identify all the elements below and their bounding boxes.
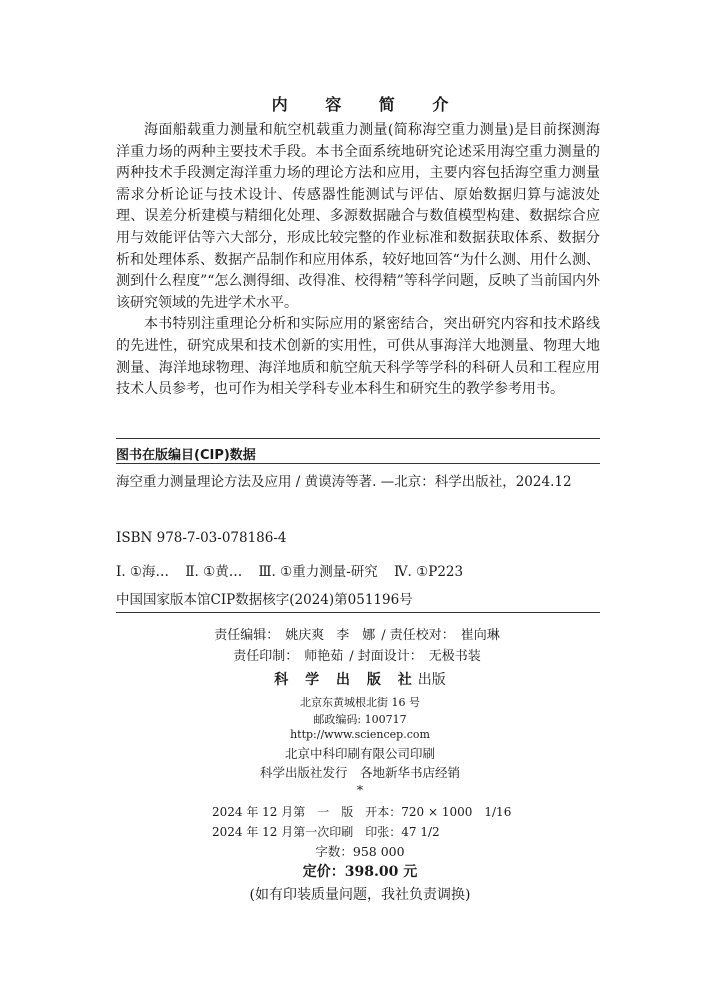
printing-label: 责任印制： xyxy=(233,649,299,664)
intro-paragraph: 海面船载重力测量和航空机载重力测量(简称海空重力测量)是目前探测海洋重力场的两种主要技术手段。本书全面系统地研究论述采用海空重力测量的两种技术手段测定海洋重力场的理论方法和应用，主要内容包括海空重力测量需求分析论证与技术设计、传感器性能测试与评估、原始数据归算与滤波处理、误差分析建模与精细化处理、多源数据融合与数值模型构建、数据综合应用与效能评估等六大部分，形成比较完整的作业标准和数据获取体系、数据分析和处理体系、数据产品制作和应用体系，较好地回答“为什么测、用什么测、测到什么程度”“怎么测得细、改得准、校得精”等科学问题，反映了当前国内外该研究领域的先进学术水平。 xyxy=(116,122,600,311)
cip-title-rule xyxy=(116,463,600,464)
publisher-website: http://www.sciencep.com xyxy=(290,728,430,741)
printing-line: 2024 年 12 月第一次印刷 印张：47 1/2 xyxy=(212,825,440,839)
publisher-address: 北京东黄城根北街 16 号 xyxy=(300,696,420,709)
intro-body xyxy=(116,120,600,401)
cip-classification xyxy=(116,560,600,580)
printing-name: 师艳茹 xyxy=(304,649,344,664)
cip-isbn: ISBN 978-7-03-078186-4 xyxy=(116,530,287,546)
publisher-logo: 科 学 出 版 社 xyxy=(274,672,418,688)
publisher-line xyxy=(0,669,720,689)
editor-name: 姚庆爽 xyxy=(285,628,325,643)
publish-word: 出版 xyxy=(417,672,446,688)
proofreader-name: 崔向琳 xyxy=(460,628,500,643)
separator-star: * xyxy=(356,782,364,797)
price: 定价：398.00 元 xyxy=(302,864,418,880)
quality-notice: (如有印装质量问题，我社负责调换) xyxy=(249,887,471,903)
edition-line: 2024 年 12 月第 一 版 开本：720 × 1000 1/16 xyxy=(212,805,512,819)
cip-library-record: 中国国家版本馆CIP数据核字(2024)第051196号 xyxy=(116,592,413,608)
cip-class-2: Ⅱ. ①黄… xyxy=(185,564,243,580)
credits-editors xyxy=(0,624,720,643)
cip-top-rule xyxy=(116,438,600,439)
intro-title: 内 容 简 介 xyxy=(271,95,465,114)
cover-label: / 封面设计： xyxy=(349,649,423,664)
credits-production xyxy=(0,645,720,664)
cip-class-1: Ⅰ. ①海… xyxy=(116,564,170,580)
intro-paragraph: 本书特别注重理论分析和实际应用的紧密结合，突出研究内容和技术路线的先进性，研究成果和技术创新的实用性，可供从事海洋大地测量、物理大地测量、海洋地球物理、海洋地质和航空航天科学等学科的科研人员和工程应用技术人员参考，也可作为相关学科专业本科生和研究生的教学参考用书。 xyxy=(116,316,600,398)
cip-class-4: Ⅳ. ①P223 xyxy=(394,564,464,580)
publisher-postcode: 邮政编码: 100717 xyxy=(313,713,407,726)
printer: 北京中科印刷有限公司印刷 xyxy=(284,746,435,761)
cip-bibliographic: 海空重力测量理论方法及应用 / 黄谟涛等著. —北京：科学出版社，2024.12 xyxy=(116,474,572,490)
cover-name: 无极书装 xyxy=(428,649,481,664)
cip-title: 图书在版编目(CIP)数据 xyxy=(116,448,256,463)
editor-name: 李 娜 xyxy=(336,628,376,643)
distribution: 科学出版社发行 各地新华书店经销 xyxy=(259,765,460,780)
proofreader-label: / 责任校对： xyxy=(381,628,455,643)
cip-class-3: Ⅲ. ①重力测量-研究 xyxy=(258,564,378,580)
cip-bottom-rule xyxy=(116,612,600,613)
word-count: 字数：958 000 xyxy=(315,844,405,859)
editor-label: 责任编辑： xyxy=(214,628,280,643)
